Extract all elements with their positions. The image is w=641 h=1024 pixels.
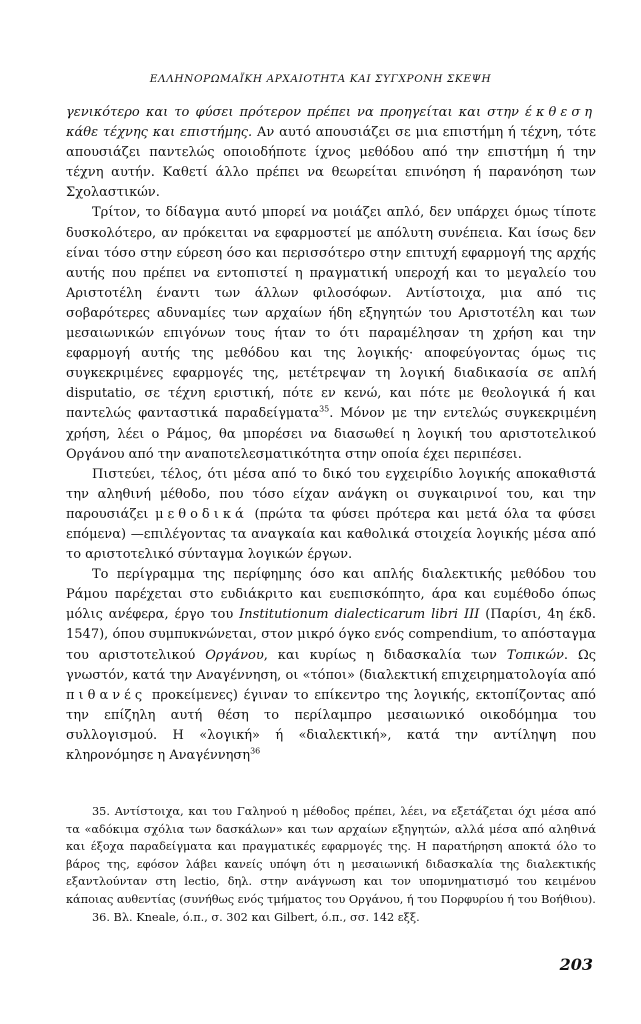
running-head: ΕΛΛΗΝΟΡΩΜΑΪΚΗ ΑΡΧΑΙΟΤΗΤΑ ΚΑΙ ΣΥΓΧΡΟΝΗ ΣΚΕΨΗ xyxy=(149,73,492,85)
main-text xyxy=(66,103,596,766)
p2-text-a: Τρίτον, το δίδαγμα αυτό μπορεί να μοιάζει απλό, δεν υπάρχει όμως τίποτε δυσκολότερο, αν πρόκειται να εφαρμοστεί με απόλυτη συνέπεια. Και ίσως δεν είναι τόσο στην εύρεση όσο και περισσότερο στην επιτυχή εφαρμογή της αρχής αυτής που πρέπει να εντοπιστεί η πραγματική υπεροχή και το μεγαλείο του Αριστοτέλη έναντι των άλλων φιλοσόφων. Αντίστοιχα, μια από τις σοβαρότερες αδυναμίες των αρχαίων ήδη εξηγητών του Αριστοτέλη και των μεσαιωνικών επιγόνων τους ήταν το ότι παραμέλησαν τη χρήση και την εφαρμογή αυτής της μεθόδου και της λογικής· αποφεύγοντας όμως τις συγκεκριμένες εφαρμογές της, μετέτρεψαν τη λογική διαδικασία σε απλή disputatio, σε τέχνη εριστική, πότε εν κενώ, και πότε με θεολογικά ή και παντελώς φανταστικά παραδείγματα xyxy=(66,205,596,422)
p4-text-g: . Ως γνωστόν, κατά την Αναγέννηση, οι «τόποι» (διαλεκτική επιχειρηματολογία από xyxy=(66,647,597,683)
p1-text: Αν αυτό απουσιάζει σε μια επιστήμη ή τέχνη, τότε απουσιάζει παντελώς οποιοδήποτε ίχνος μεθόδου από την επιστήμη ή την τέχνη αυτήν. Καθετί άλλο πρέπει να θεωρείται επινόηση ή παρανόηση των Σχολαστικών. xyxy=(66,125,596,201)
footnotes xyxy=(66,803,596,926)
p2-text-b: . Μόνον με την εντελώς συγκεκριμένη χρήση, λέει ο Ράμος, θα μπορέσει να διασωθεί η λογική του αριστοτελικού Οργάνου από την αναποτελεσματικότητα στην οποία έχει περιπέσει. xyxy=(66,406,597,462)
p4-book-title: Institutionum dialecticarum libri III xyxy=(239,607,480,623)
p4-spaced-word: πιθανές xyxy=(66,687,147,703)
p4-text-a: Το περίγραμμα της περίφημης όσο και απλής διαλεκτικής μεθόδου του Ράμου παρέχεται στο ευδιάκριτο και ευεπισκόπητο, άρα και ευμέθοδο όπως μόλις ανέφερα, έργο του xyxy=(66,567,596,623)
p4-organon: Οργάνου xyxy=(205,647,264,663)
paragraph-1 xyxy=(66,103,596,203)
p1-spaced-word: έκθεση xyxy=(525,105,596,120)
p1-italic-tail: κάθε τέχνης και επιστήμης. xyxy=(66,125,253,141)
footnote-ref-36[interactable]: 36 xyxy=(250,746,261,756)
paragraph-2 xyxy=(66,203,596,464)
footnote-35: 35. Αντίστοιχα, και του Γαληνού η μέθοδος πρέπει, λέει, να εξετάζεται όχι μέσα από τα «αδόκιμα σχόλια των δασκάλων» και των αρχαίων εξηγητών, αλλά μέσα από αληθινά και έξοχα παραδείγματα και πραγματικές εφαρμογές της. Η παρατήρηση αποκτά όλο το βάρος της, εφόσον λάβει κανείς υπόψη ότι η μεσαιωνική διδασκαλία της διαλεκτικής εξαντλούνταν στη lectio, δηλ. στην ανάγνωση και τον υπομνηματισμό του κειμένου κάποιας αυθεντίας (συνήθως ενός τμήματος του Οργάνου, ή του Πορφυρίου ή του Βοήθιου). xyxy=(66,805,596,906)
footnote-ref-35[interactable]: 35 xyxy=(319,405,330,415)
p1-italic-lead: γενικότερο και το φύσει πρότερον πρέπει να προηγείται και στην xyxy=(66,105,526,120)
paragraph-3 xyxy=(66,465,596,565)
page-number: 203 xyxy=(559,955,593,974)
p3-spaced-word: μεθοδικά xyxy=(155,506,248,522)
p3-text-c: (πρώτα τα φύσει πρότερα και μετά όλα τα φύσει επόμενα) —επιλέγοντας τα αναγκαία και καθολικά στοιχεία λογικής μέσα από το αριστοτελικό σύνταγμα λογικών έργων. xyxy=(66,506,596,563)
p4-text-e: , και κυρίως η διδασκαλία των xyxy=(263,647,507,663)
p4-text-c: (Παρίσι, 4η έκδ. 1547), όπου συμπυκνώνεται, στον μικρό όγκο ενός compendium, το απόσταγμα του αριστοτελικού xyxy=(66,607,596,663)
paragraph-4 xyxy=(66,565,596,766)
p4-topics: Τοπικών xyxy=(506,647,564,663)
p4-text-i: προκείμενες) έγιναν το επίκεντρο της λογικής, εκτοπίζοντας από την επίζηλη αυτή θέση το περίλαμπρο μεσαιωνικό οικοδόμημα του συλλογισμού. Η «λογική» ή «διαλεκτική», κατά την αντίληψη που κληρονόμησε η Αναγέννηση xyxy=(66,687,596,763)
footnote-36: 36. Βλ. Kneale, ό.π., σ. 302 και Gilbert, ό.π., σσ. 142 εξξ. xyxy=(92,910,420,924)
p3-text-a: Πιστεύει, τέλος, ότι μέσα από το δικό του εγχειρίδιο λογικής αποκαθιστά την αληθινή μέθοδο, που τόσο είχαν ανάγκη οι συγκαιρινοί του, και την παρουσιάζει xyxy=(66,466,596,522)
